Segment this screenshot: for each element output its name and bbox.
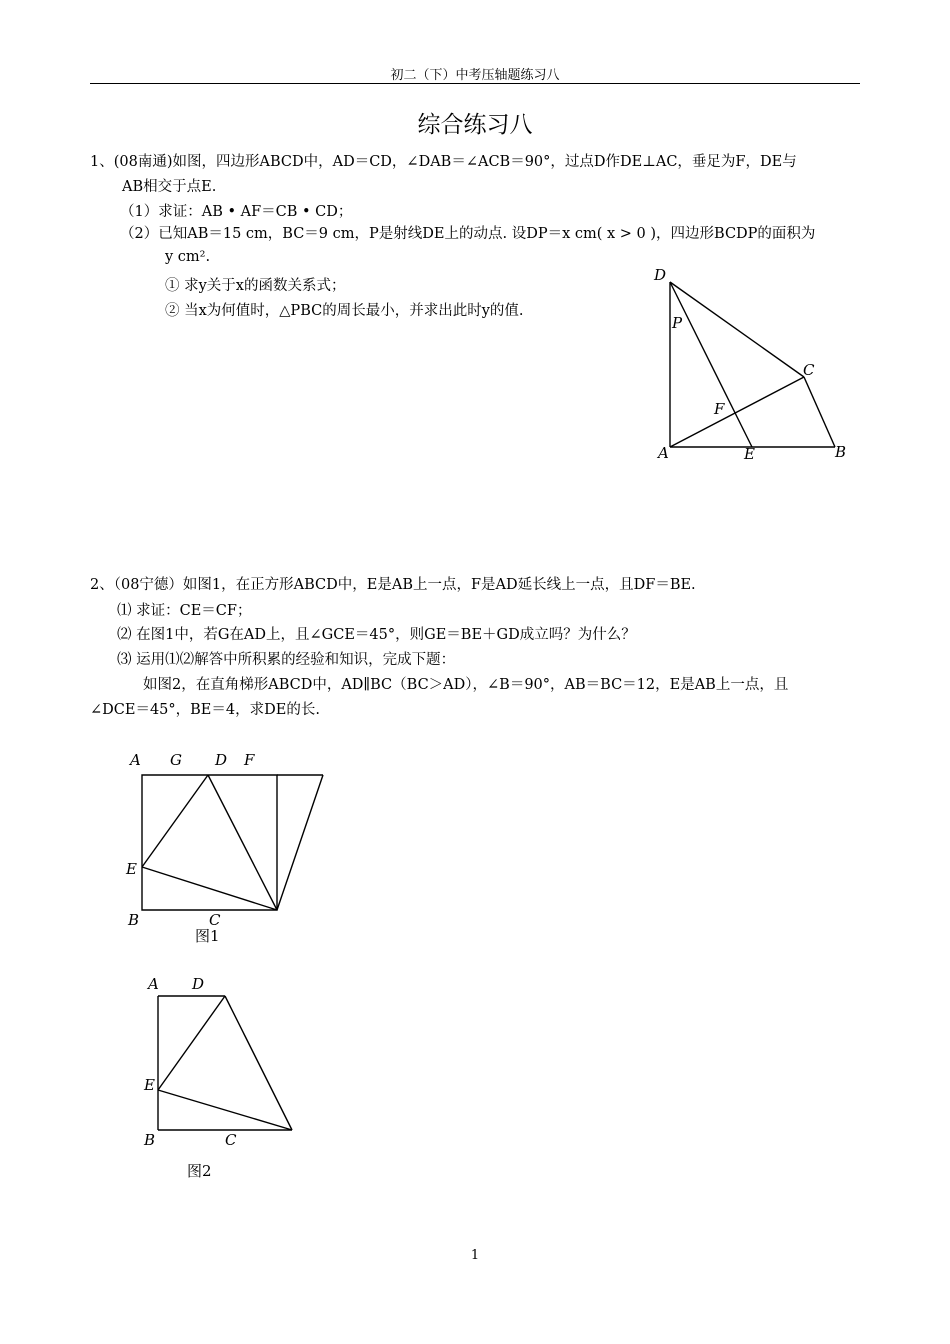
label-C: C (225, 1131, 237, 1149)
q1-sub1: ① 求y关于x的函数关系式； (165, 278, 346, 294)
seg-DC (225, 996, 292, 1130)
q2-p2: ⑵ 在图1中，若G在AD上，且∠GCE＝45°，则GE＝BE＋GD成立吗？为什么？ (117, 627, 636, 643)
q2-line1: 2、（08宁德）如图1，在正方形ABCD中，E是AB上一点，F是AD延长线上一点，且DF＝BE. (90, 577, 696, 593)
label-B: B (128, 911, 140, 929)
label-C: C (803, 361, 815, 379)
q1-line1: 1、(08南通)如图，四边形ABCD中，AD＝CD，∠DAB＝∠ACB＝90°，过点D作DE⊥AC，垂足为F，DE与 (90, 154, 797, 170)
seg-AC (670, 377, 804, 447)
q1-part2b: y cm². (165, 249, 211, 265)
label-F: F (244, 751, 255, 769)
q1-part1: （1）求证：AB • AF＝CB • CD； (120, 204, 353, 220)
square-ABCD (142, 775, 277, 910)
label-E: E (144, 1076, 155, 1094)
q2-p5: ∠DCE＝45°，BE＝4，求DE的长. (90, 702, 320, 718)
q1-figure (640, 260, 870, 470)
q2-figure2 (140, 970, 310, 1150)
seg-DC (670, 282, 804, 377)
page-number: 1 (470, 1248, 480, 1263)
page-title: 综合练习八 (417, 112, 533, 138)
seg-GC (208, 775, 277, 910)
figure1-caption: 图1 (195, 927, 220, 945)
figure2-caption: 图2 (187, 1162, 212, 1180)
label-A: A (658, 444, 669, 462)
label-A: A (148, 975, 159, 993)
page-header: 初二（下）中考压轴题练习八 (390, 68, 560, 83)
seg-EC (142, 867, 277, 910)
label-E: E (744, 445, 755, 463)
label-G: G (170, 751, 182, 769)
label-P: P (672, 314, 683, 332)
q2-figure1 (120, 745, 340, 945)
header-rule (90, 83, 860, 84)
label-E: E (126, 860, 137, 878)
seg-CB (804, 377, 835, 447)
q2-p1: ⑴ 求证：CE＝CF； (117, 603, 252, 619)
q1-line2: AB相交于点E. (122, 179, 217, 195)
seg-EC (158, 1090, 292, 1130)
seg-DE (670, 282, 752, 447)
label-D: D (215, 751, 228, 769)
label-B: B (144, 1131, 156, 1149)
seg-ED (158, 996, 225, 1090)
label-C: C (209, 911, 221, 929)
label-F: F (714, 400, 725, 418)
q2-p4: 如图2，在直角梯形ABCD中，AD∥BC（BC＞AD），∠B＝90°，AB＝BC＝12，E是AB上一点，且 (143, 677, 789, 693)
label-D: D (192, 975, 205, 993)
label-D: D (654, 266, 667, 284)
seg-FC (277, 775, 323, 910)
q1-part2: （2）已知AB＝15 cm，BC＝9 cm，P是射线DE上的动点. 设DP＝x cm( x > 0 )，四边形BCDP的面积为 (120, 226, 816, 242)
label-A: A (130, 751, 141, 769)
label-B: B (835, 443, 847, 461)
q1-sub2: ② 当x为何值时，△PBC的周长最小，并求出此时y的值. (165, 303, 524, 319)
seg-EG (142, 775, 208, 867)
q2-p3: ⑶ 运用⑴⑵解答中所积累的经验和知识，完成下题： (117, 652, 456, 668)
